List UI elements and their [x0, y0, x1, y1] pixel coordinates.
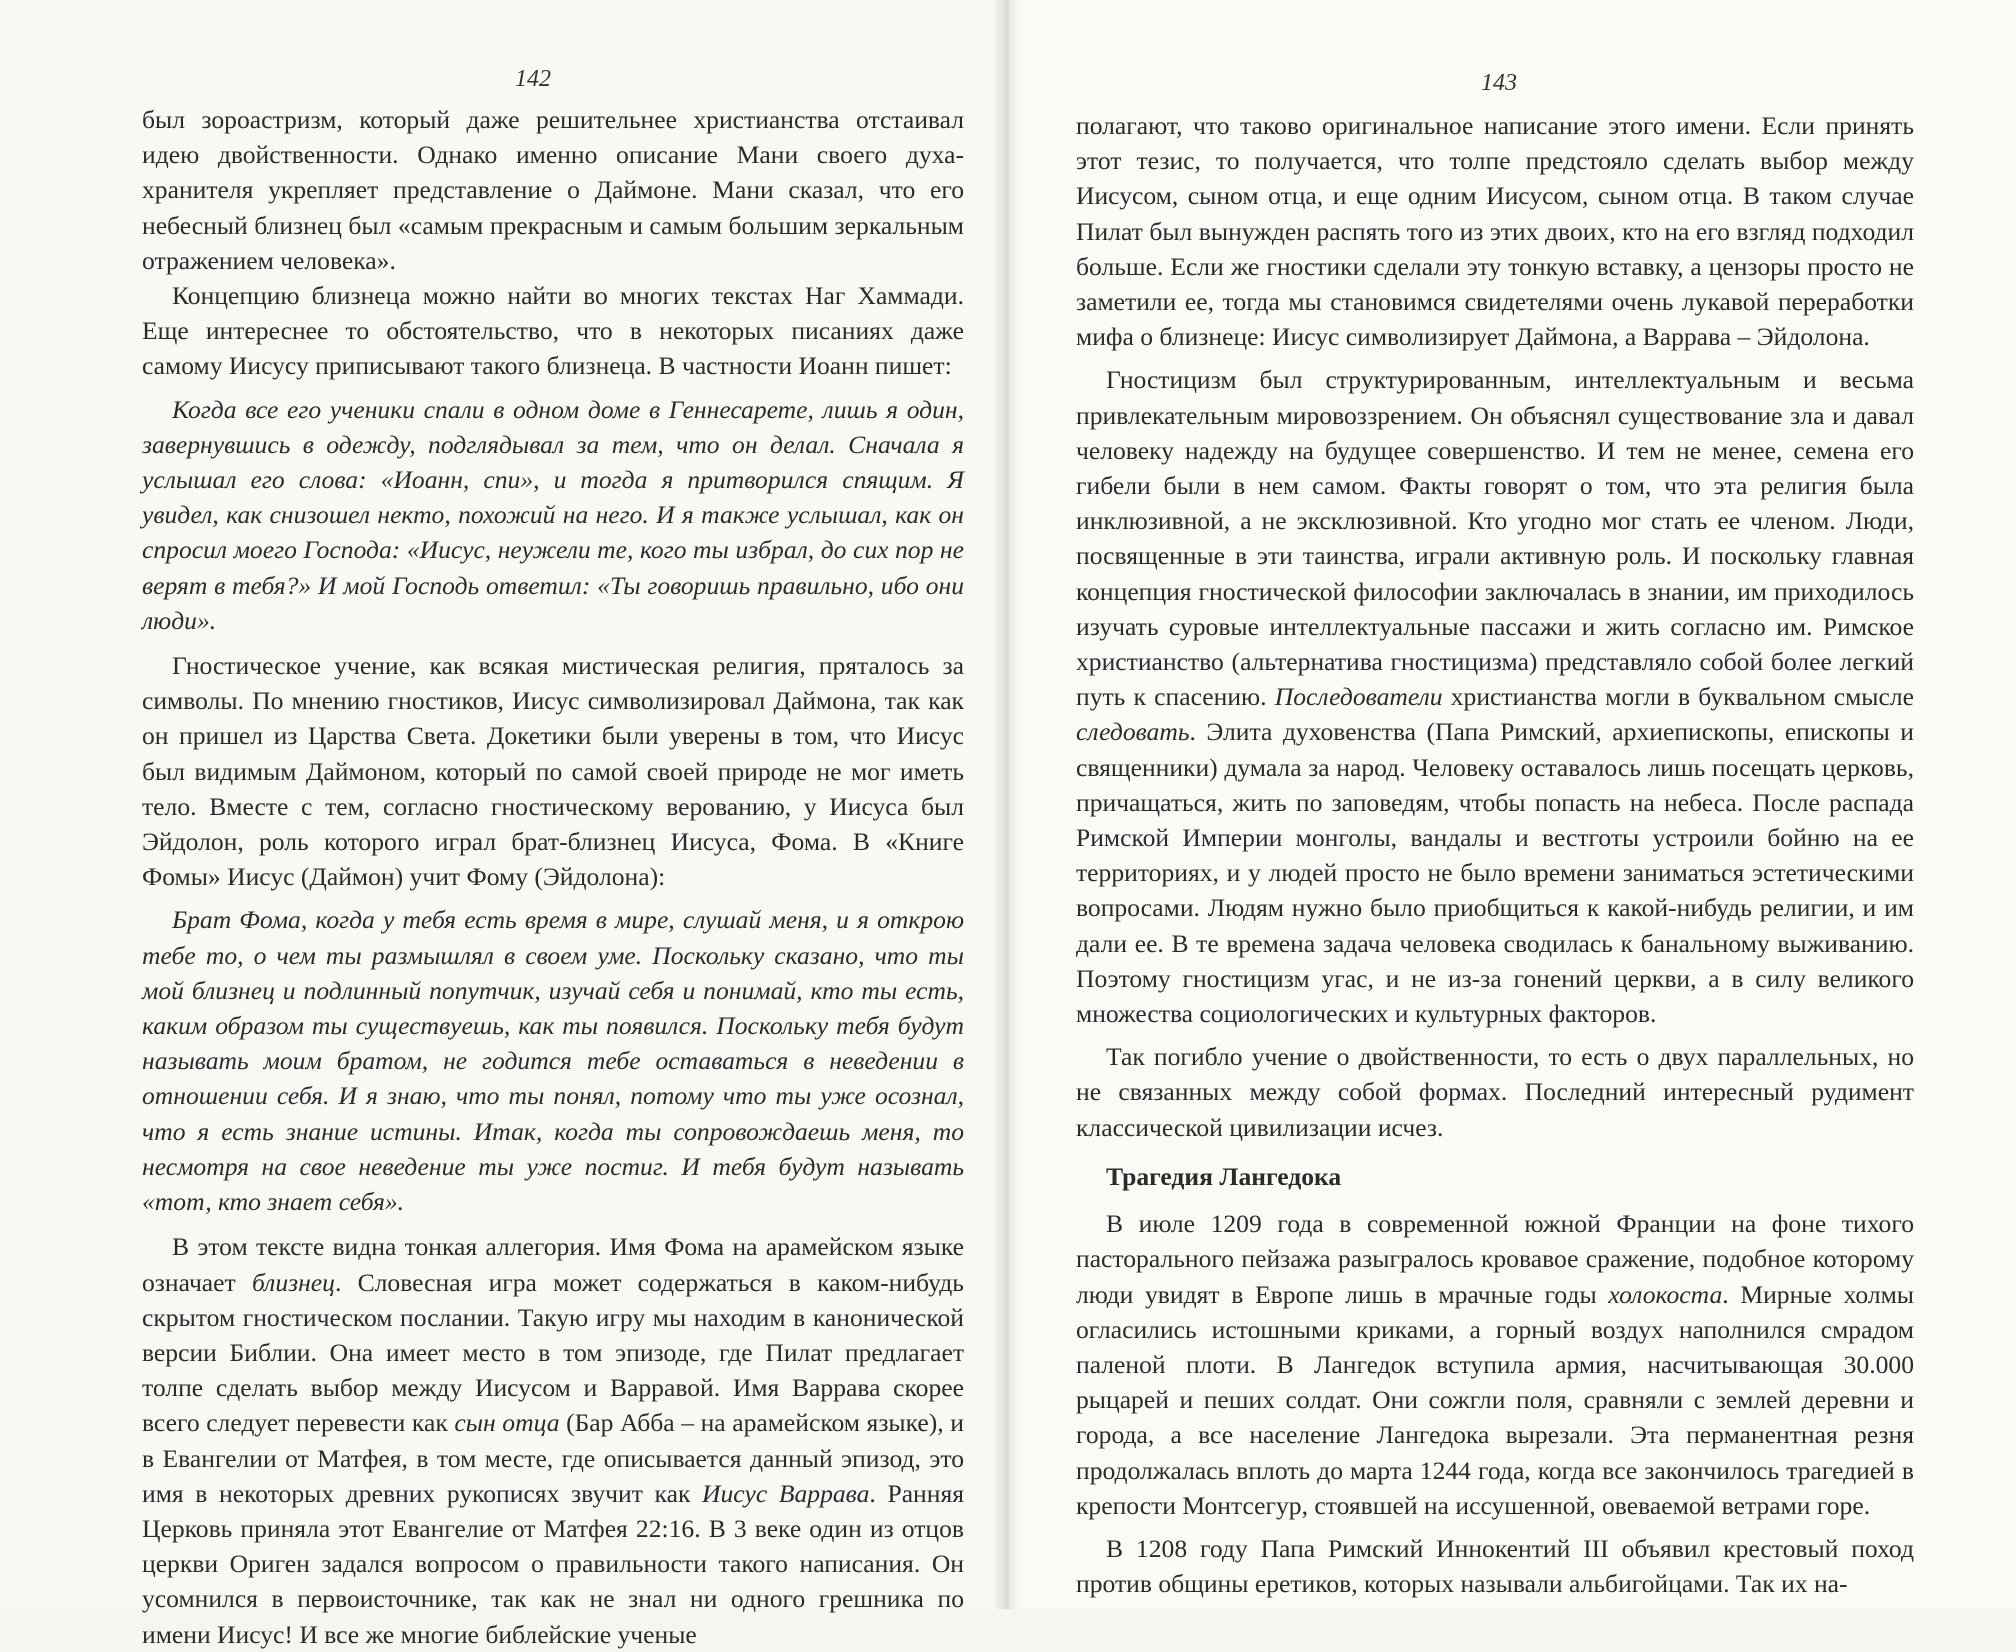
- text-run: В июле 1209 года в современной южной Франции на фоне тихого пасторального пейзажа разыгралось кровавое сражение, подобное которому люди увидят в Европе лишь в мрачные годы: [1076, 1209, 1914, 1309]
- text-run: В этом тексте видна тонкая аллегория. Имя Фома на арамейском языке означает: [142, 1232, 964, 1297]
- text-run: . Мирные холмы огласились истошными криками, а горный воздух наполнился смрадом паленой плоти. В Лангедок вступила армия, насчитывающая 30.000 рыцарей и пеших солдат. Они сожгли поля, сравняли с землей деревни и города, а все население Лангедока вырезали. Эта перманентная резня продолжалась вплоть до марта 1244 года, когда все закончилось трагедией в крепости Монтсегур, стоявшей на иссушенной, овеваемой ветрами горе.: [1076, 1279, 1914, 1520]
- text-run: (Бар Абба – на арамейском языке), и в Евангелии от Матфея, в том месте, где описывается данный эпизод, это имя в некоторых древних рукописях звучит как: [142, 1408, 964, 1508]
- paragraph: В 1208 году Папа Римский Иннокентий III объявил крестовый поход против общины еретиков, которых называли альбигойцами. Так их на-: [1076, 1533, 1914, 1599]
- paragraph: полагают, что таково оригинальное написание этого имени. Если принять этот тезис, то получается, что толпе предстояло сделать выбор между Иисусом, сыном отца, и еще одним Иисусом, сыном отца. В таком случае Пилат был вынужден распять того из этих двоих, кто на его взгляд подходил больше. Если же гностики сделали эту тонкую вставку, а цензоры просто не заметили ее, тогда мы становимся свидетелями очень лукавой переработки мифа о близнеце: Иисус символизирует Даймона, а Варрава – Эйдолона.: [1076, 111, 1914, 352]
- emphasis: следовать: [1076, 717, 1190, 747]
- paragraph: [1076, 362, 1914, 1031]
- page-number: 142: [515, 66, 551, 92]
- paragraph: [1076, 1206, 1914, 1523]
- text-run: . Элита духовенства (Папа Римский, архиепископы, епископы и священники) думала за народ. Человеку оставалось лишь посещать церковь, причащаться, жить по заповедям, чтобы попасть на небеса. После распада Римской Империи монголы, вандалы и вестготы устроили бойню на ее территориях, и у людей просто не было времени заниматься эстетическими вопросами. Людям нужно было приобщиться к какой-нибудь религии, и им дали ее. В те времена задача человека сводилась к банальному выживанию. Поэтому гностицизм угас, и не из-за гонений церкви, а в силу великого множества социологических и культурных факторов.: [1076, 717, 1914, 1029]
- text-column: [142, 102, 964, 1652]
- quotation: Когда все его ученики спали в одном доме в Геннесарете, лишь я один, завернувшись в одежду, подглядывал за тем, что он делал. Сначала я услышал его слова: «Иоанн, спи», и тогда я притворился спящим. Я увидел, как снизошел некто, похожий на него. И я также услышал, как он спросил моего Господа: «Иисус, неужели те, кого ты избрал, до сих пор не верят в тебя?» И мой Господь ответил: «Ты говоришь правильно, ибо они люди».: [142, 394, 964, 635]
- section-heading: Трагедия Лангедока: [1106, 1161, 1342, 1191]
- text-run: христианства могли в буквальном смысле: [1442, 682, 1914, 712]
- text-column: [1076, 108, 1914, 1601]
- paragraph: Концепцию близнеца можно найти во многих текстах Наг Хаммади. Еще интереснее то обстоятельство, что в некоторых писаниях даже самому Иисусу приписывают такого близнеца. В частности Иоанн пишет:: [142, 281, 964, 381]
- text-run: . Ранняя Церковь приняла этот Евангелие от Матфея 22:16. В 3 веке один из отцов церкви Ориген задался вопросом о правильности такого написания. Он усомнился в первоисточнике, так как не знал ни одного грешника по имени Иисус! И все же многие библейские ученые: [142, 1478, 964, 1649]
- paragraph: Так погибло учение о двойственности, то есть о двух параллельных, но не связанных между собой формах. Последний интересный рудимент классической цивилизации исчез.: [1076, 1042, 1914, 1142]
- left-page: [0, 0, 1006, 1649]
- emphasis: холокоста: [1608, 1279, 1723, 1309]
- page-number: 143: [1481, 70, 1517, 96]
- text-run: . Словесная игра может содержаться в каком-нибудь скрытом гностическом послании. Такую игру мы находим в канонической версии Библии. Она имеет место в том эпизоде, где Пилат предлагает толпе сделать выбор между Иисусом и Варравой. Имя Варрава скорее всего следует перевести как: [142, 1267, 964, 1438]
- book-gutter-shadow: [992, 0, 1022, 1609]
- emphasis: Последователи: [1274, 682, 1443, 712]
- paragraph: Гностическое учение, как всякая мистическая религия, пряталось за символы. По мнению гностиков, Иисус символизировал Даймона, так как он пришел из Царства Света. Докетики были уверены в том, что Иисус был видимым Даймоном, который по самой своей природе не мог иметь тело. Вместе с тем, согласно гностическому верованию, у Иисуса был Эйдолон, роль которого играл брат-близнец Иисуса, Фома. В «Книге Фомы» Иисус (Даймон) учит Фому (Эйдолона):: [142, 651, 964, 892]
- text-run: Гностицизм был структурированным, интеллектуальным и весьма привлекательным мировоззрением. Он объяснял существование зла и давал человеку надежду на будущее совершенство. И тем не менее, семена его гибели были в нем самом. Факты говорят о том, что эта религия была инклюзивной, а не эксклюзивной. Кто угодно мог стать ее членом. Люди, посвященные в эти таинства, играли активную роль. И поскольку главная концепция гностической философии заключалась в знании, им приходилось изучать суровые интеллектуальные пассажи и жить согласно им. Римское христианство (альтернатива гностицизма) представляло собой более легкий путь к спасению.: [1076, 365, 1914, 712]
- emphasis: Иисус Варрава: [702, 1478, 870, 1508]
- right-page: [1006, 0, 2016, 1609]
- quotation: Брат Фома, когда у тебя есть время в мире, слушай меня, и я открою тебе то, о чем ты размышлял в своем уме. Поскольку сказано, что ты мой близнец и подлинный попутчик, изучай себя и понимай, кто ты есть, каким образом ты существуешь, как ты появился. Поскольку тебя будут называть моим братом, не годится тебе оставаться в неведении в отношении себя. И я знаю, что ты понял, потому что ты уже осознал, что я есть знание истины. Итак, когда ты сопровождаешь меня, то несмотря на свое неведение ты уже постиг. И тебя будут называть «тот, кто знает себя».: [142, 905, 964, 1217]
- paragraph: был зороастризм, который даже решительнее христианства отстаивал идею двойственности. Однако именно описание Мани своего духа-хранителя укрепляет представление о Даймоне. Мани сказал, что его небесный близнец был «самым прекрасным и самым большим зеркальным отражением человека».: [142, 105, 964, 275]
- emphasis: близнец: [251, 1267, 335, 1297]
- paragraph: [142, 1229, 964, 1651]
- emphasis: сын отца: [454, 1408, 560, 1438]
